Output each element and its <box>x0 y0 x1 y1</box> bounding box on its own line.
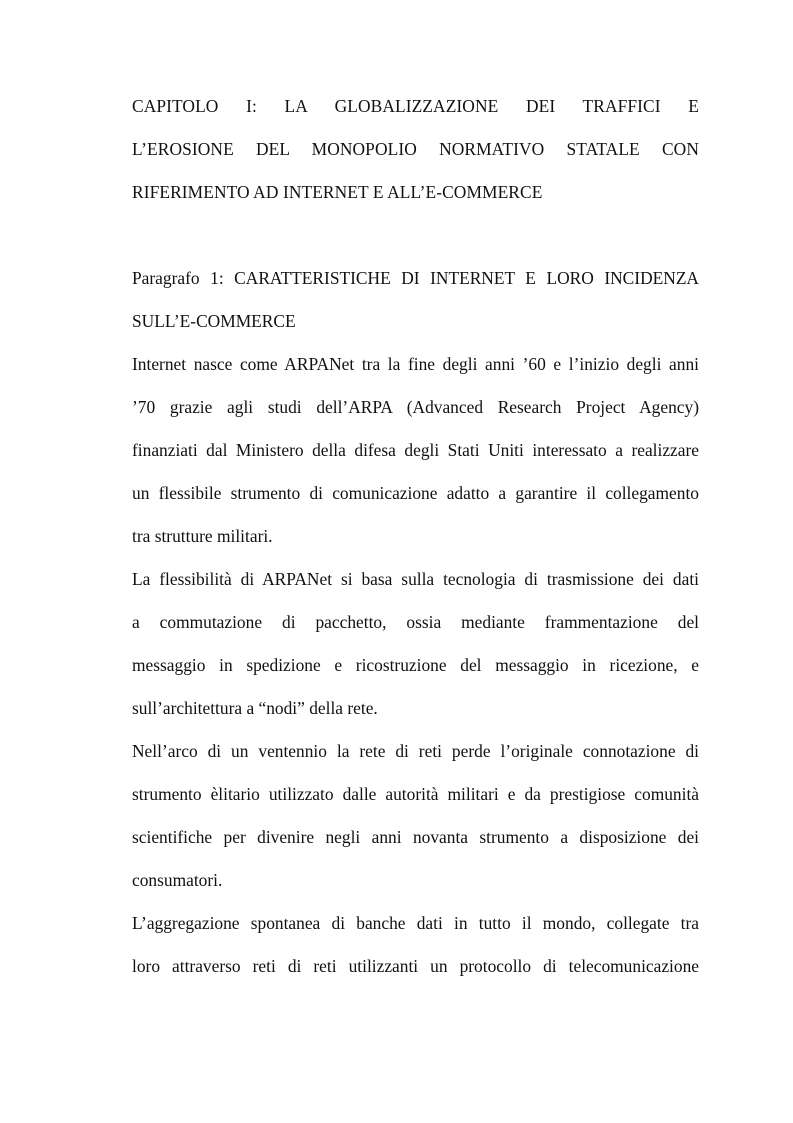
section-heading-line: Paragrafo 1: CARATTERISTICHE DI INTERNET E LORO INCIDENZA <box>132 268 699 288</box>
chapter-title-line: RIFERIMENTO AD INTERNET E ALL’E-COMMERCE <box>132 182 543 202</box>
paragraph-line: ’70 grazie agli studi dell’ARPA (Advanced Research Project Agency) <box>132 397 699 417</box>
paragraph-line: La flessibilità di ARPANet si basa sulla tecnologia di trasmissione dei dati <box>132 569 699 589</box>
paragraph-line: tra strutture militari. <box>132 526 273 546</box>
paragraph-line: strumento èlitario utilizzato dalle autorità militari e da prestigiose comunità <box>132 784 699 804</box>
section-heading-line: SULL’E-COMMERCE <box>132 311 296 331</box>
paragraph-line: messaggio in spedizione e ricostruzione del messaggio in ricezione, e <box>132 655 699 675</box>
paragraph-line: Internet nasce come ARPANet tra la fine degli anni ’60 e l’inizio degli anni <box>132 354 699 374</box>
chapter-title-line: L’EROSIONE DEL MONOPOLIO NORMATIVO STATALE CON <box>132 139 699 159</box>
paragraph-line: scientifiche per divenire negli anni novanta strumento a disposizione dei <box>132 827 699 847</box>
paragraph-line: un flessibile strumento di comunicazione adatto a garantire il collegamento <box>132 483 699 503</box>
paragraph-line: loro attraverso reti di reti utilizzanti un protocollo di telecomunicazione <box>132 956 699 976</box>
chapter-title-line: CAPITOLO I: LA GLOBALIZZAZIONE DEI TRAFFICI E <box>132 96 699 116</box>
paragraph-line: sull’architettura a “nodi” della rete. <box>132 698 378 718</box>
paragraph-line: L’aggregazione spontanea di banche dati in tutto il mondo, collegate tra <box>132 913 699 933</box>
paragraph-line: consumatori. <box>132 870 223 890</box>
paragraph-line: finanziati dal Ministero della difesa degli Stati Uniti interessato a realizzare <box>132 440 699 460</box>
paragraph-line: a commutazione di pacchetto, ossia mediante frammentazione del <box>132 612 699 632</box>
paragraph-line: Nell’arco di un ventennio la rete di reti perde l’originale connotazione di <box>132 741 699 761</box>
